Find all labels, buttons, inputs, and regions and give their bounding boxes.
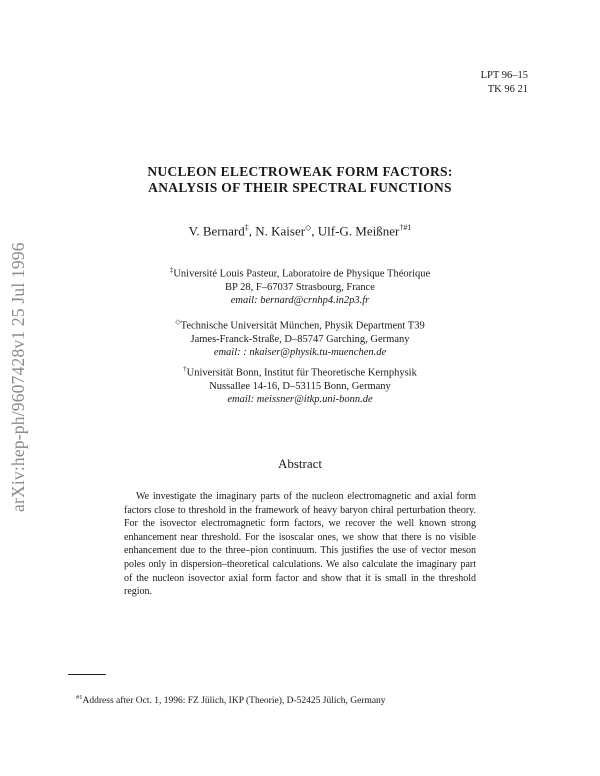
author-separator: , <box>311 223 318 239</box>
author-name: N. Kaiser <box>255 223 306 239</box>
title-line: NUCLEON ELECTROWEAK FORM FACTORS: <box>147 164 453 179</box>
author-list <box>80 223 520 239</box>
paper-title <box>80 164 520 196</box>
affiliation-email: email: meissner@itkp.uni-bonn.de <box>227 393 373 405</box>
footnote <box>76 694 386 706</box>
report-numbers <box>481 69 528 97</box>
affiliation-strasbourg <box>80 264 520 307</box>
affiliation-email: email: : nkaiser@physik.tu-muenchen.de <box>213 346 387 358</box>
author-name: Ulf-G. Meißner <box>317 223 400 239</box>
footnote-rule <box>68 674 106 675</box>
report-number: LPT 96–15 <box>480 70 528 81</box>
author-separator: , <box>248 223 256 239</box>
report-number: TK 96 21 <box>487 84 528 95</box>
author-mark: †#1 <box>399 223 412 232</box>
affiliation-address: BP 28, F–67037 Strasbourg, France <box>225 281 375 293</box>
affiliation-email: email: bernard@crnhp4.in2p3.fr <box>230 294 370 306</box>
affiliation-institute: Technische Universität München, Physik Department T39 <box>180 320 425 332</box>
title-line: ANALYSIS OF THEIR SPECTRAL FUNCTIONS <box>148 180 452 195</box>
footnote-text: Address after Oct. 1, 1996: FZ Jülich, IKP (Theorie), D-52425 Jülich, Germany <box>82 696 386 707</box>
affiliation-address: Nussallee 14-16, D–53115 Bonn, Germany <box>209 380 391 392</box>
arxiv-stamp: arXiv:hep-ph/9607428v1 25 Jul 1996 <box>8 242 28 512</box>
footnote-mark: #1 <box>76 694 83 701</box>
affiliation-institute: Université Louis Pasteur, Laboratoire de Physique Théorique <box>173 268 431 280</box>
author-mark: ‡ <box>244 223 249 232</box>
abstract-heading: Abstract <box>277 456 323 471</box>
affiliation-mark: † <box>183 365 187 373</box>
author-name: V. Bernard <box>188 223 245 239</box>
affiliation-institute: Universität Bonn, Institut für Theoretische Kernphysik <box>186 367 417 379</box>
affiliation-address: James-Franck-Straße, D–85747 Garching, Germany <box>190 333 410 345</box>
affiliation-mark: ◇ <box>175 318 181 326</box>
affiliation-munich <box>80 316 520 359</box>
affiliation-bonn <box>80 363 520 406</box>
author-mark: ◇ <box>305 223 312 232</box>
abstract-text: We investigate the imaginary parts of the nucleon electromagnetic and axial form factors close to threshold in the framework of heavy baryon chiral perturbation theory. For the isovector electromagnetic form factors, we recover the well known strong enhancement near threshold. For the isoscalar ones, we show that there is no visible enhancement due to the three–pion continuum. This justifies the use of vector meson poles only in dispersion–theoretical calculations. We also calculate the imaginary part of the nucleon isovector axial form factor and show that it is small in the threshold region. <box>124 491 476 598</box>
affiliation-mark: ‡ <box>169 266 174 274</box>
